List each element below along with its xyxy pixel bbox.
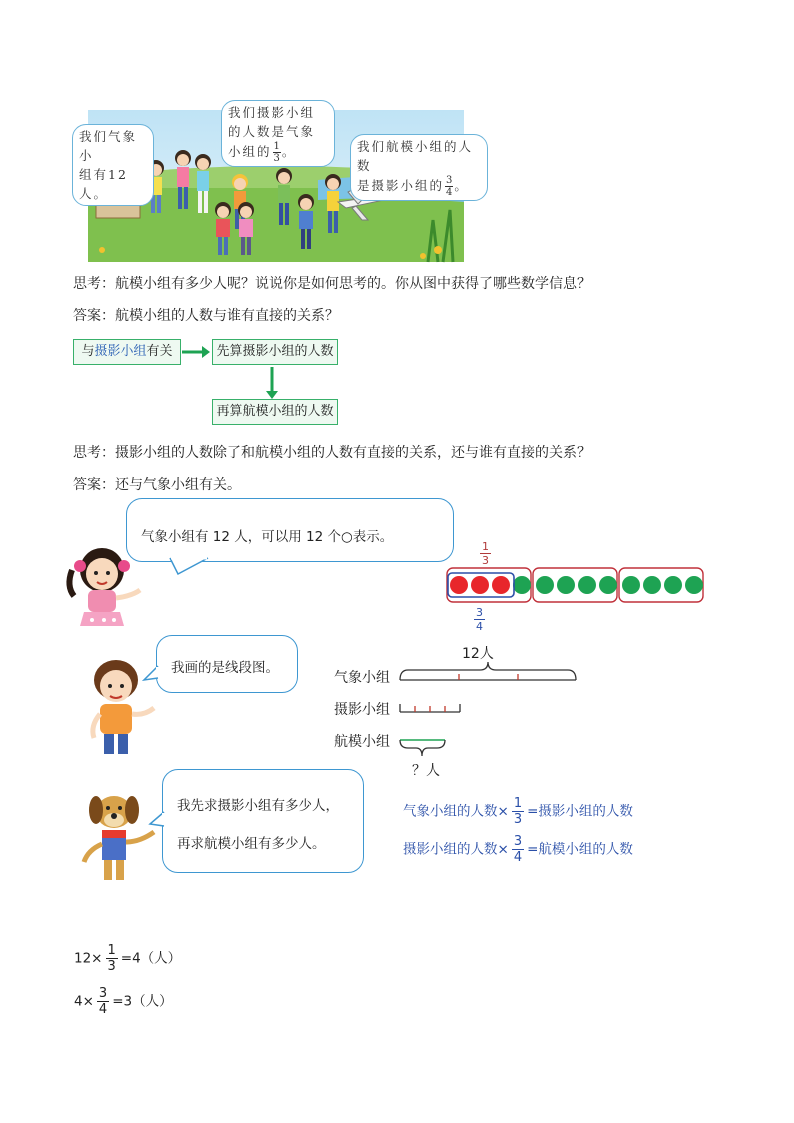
circle-green bbox=[578, 576, 596, 594]
circle-red bbox=[471, 576, 489, 594]
think-question-1: 思考：航模小组有多少人呢？说说你是如何思考的。你从图中获得了哪些数学信息？ bbox=[73, 276, 591, 292]
numerator: 1 bbox=[107, 943, 116, 958]
circle-red bbox=[450, 576, 468, 594]
calc-model-count bbox=[74, 986, 173, 1017]
bubble-tail bbox=[142, 664, 164, 686]
fraction bbox=[445, 175, 453, 198]
numerator: 1 bbox=[513, 796, 523, 811]
circle-green bbox=[557, 576, 575, 594]
formula-text: =摄影小组的人数 bbox=[527, 803, 633, 820]
calc-text: =3（人） bbox=[112, 993, 173, 1010]
fraction bbox=[512, 834, 524, 865]
segment-row-label-model: 航模小组 bbox=[334, 734, 390, 750]
flow-text: 与 bbox=[81, 344, 95, 359]
bubble-tail bbox=[168, 556, 218, 578]
bubble-text-line: 我们摄影小组 bbox=[228, 105, 316, 120]
circle-groups bbox=[447, 568, 703, 602]
flow-box-first-photo: 先算摄影小组的人数 bbox=[212, 339, 338, 365]
formula-photo bbox=[403, 796, 633, 827]
calc-text: 12× bbox=[74, 950, 103, 967]
formula-text: 气象小组的人数× bbox=[403, 803, 509, 820]
circle-red bbox=[492, 576, 510, 594]
boy-speech-bubble bbox=[156, 635, 298, 693]
scene-illustration bbox=[79, 105, 474, 262]
fraction bbox=[97, 986, 109, 1017]
think-question-2: 思考：摄影小组的人数除了和航模小组的人数有直接的关系，还与谁有直接的关系？ bbox=[73, 445, 591, 461]
bubble-text: 小组的 bbox=[228, 144, 272, 159]
numerator: 3 bbox=[98, 986, 108, 1001]
bubble-text: 是摄影小组的 bbox=[357, 178, 445, 193]
bubble-text-line: 我们航模小组的人数 bbox=[357, 139, 474, 173]
dog-speech-line: 我先求摄影小组有多少人， bbox=[177, 798, 339, 814]
bubble-photo-group bbox=[221, 100, 335, 167]
fraction bbox=[106, 943, 118, 974]
denominator: 4 bbox=[446, 187, 453, 198]
arrow-down-icon bbox=[262, 365, 282, 401]
fraction bbox=[273, 141, 281, 164]
circle-green bbox=[513, 576, 531, 594]
circle-green bbox=[664, 576, 682, 594]
circle-diagram bbox=[446, 566, 710, 606]
circle-green bbox=[643, 576, 661, 594]
segment-row-label-photo: 摄影小组 bbox=[334, 702, 390, 718]
flow-text: 有关 bbox=[146, 344, 173, 359]
circle-green bbox=[536, 576, 554, 594]
denominator: 3 bbox=[513, 812, 523, 827]
bubble-text: 。 bbox=[454, 178, 469, 193]
dog-speech-bubble bbox=[162, 769, 364, 873]
segment-unknown-label: ？人 bbox=[412, 763, 440, 779]
dog-speech-line: 再求航模小组有多少人。 bbox=[177, 836, 326, 852]
girl-speech-bubble bbox=[126, 498, 454, 562]
fraction bbox=[512, 796, 524, 827]
flow-box-related-photo bbox=[73, 339, 181, 365]
answer-2: 答案：还与气象小组有关。 bbox=[73, 477, 241, 493]
segment-diagram bbox=[396, 660, 586, 760]
dog-illustration bbox=[76, 786, 158, 886]
formula-text: 摄影小组的人数× bbox=[403, 841, 509, 858]
girl-speech-text: 气象小组有 12 人，可以用 12 个○表示。 bbox=[141, 529, 394, 545]
one-third-label bbox=[480, 540, 491, 567]
calc-text: 4× bbox=[74, 993, 94, 1010]
formula-text: =航模小组的人数 bbox=[527, 841, 633, 858]
segment-row-label-weather: 气象小组 bbox=[334, 670, 390, 686]
numerator: 3 bbox=[513, 834, 523, 849]
bubble-text-line: 的人数是气象 bbox=[228, 124, 316, 139]
denominator: 4 bbox=[98, 1002, 108, 1017]
bubble-text-line bbox=[357, 175, 481, 198]
circle-green bbox=[622, 576, 640, 594]
denominator: 3 bbox=[107, 959, 116, 974]
denominator: 3 bbox=[273, 153, 280, 164]
calc-photo-count bbox=[74, 943, 181, 974]
numerator: 3 bbox=[446, 175, 453, 186]
segment-total-label: 12人 bbox=[462, 646, 494, 662]
answer-1: 答案：航模小组的人数与谁有直接的关系？ bbox=[73, 308, 339, 324]
three-quarters-label bbox=[474, 606, 485, 633]
numerator: 1 bbox=[273, 141, 280, 152]
numerator: 3 bbox=[476, 606, 483, 619]
bubble-model-group bbox=[350, 134, 488, 201]
numerator: 1 bbox=[482, 540, 489, 553]
flow-box-then-model: 再算航模小组的人数 bbox=[212, 399, 338, 425]
denominator: 4 bbox=[476, 620, 483, 633]
denominator: 3 bbox=[482, 554, 489, 567]
bubble-weather-group bbox=[72, 124, 154, 206]
flow-highlight: 摄影小组 bbox=[94, 344, 147, 359]
circle-green bbox=[599, 576, 617, 594]
denominator: 4 bbox=[513, 850, 523, 865]
calc-text: =4（人） bbox=[120, 950, 182, 967]
bubble-text: 。 bbox=[281, 144, 297, 159]
bubble-text-line: 我们气象小 bbox=[79, 129, 138, 163]
bubble-text-line: 组有12人。 bbox=[79, 167, 128, 201]
bubble-tail bbox=[148, 810, 170, 832]
formula-model bbox=[403, 834, 633, 865]
circle-green bbox=[685, 576, 703, 594]
bubble-text-line bbox=[228, 141, 328, 164]
arrow-right-icon bbox=[180, 342, 212, 362]
boy-speech-text: 我画的是线段图。 bbox=[171, 660, 279, 676]
